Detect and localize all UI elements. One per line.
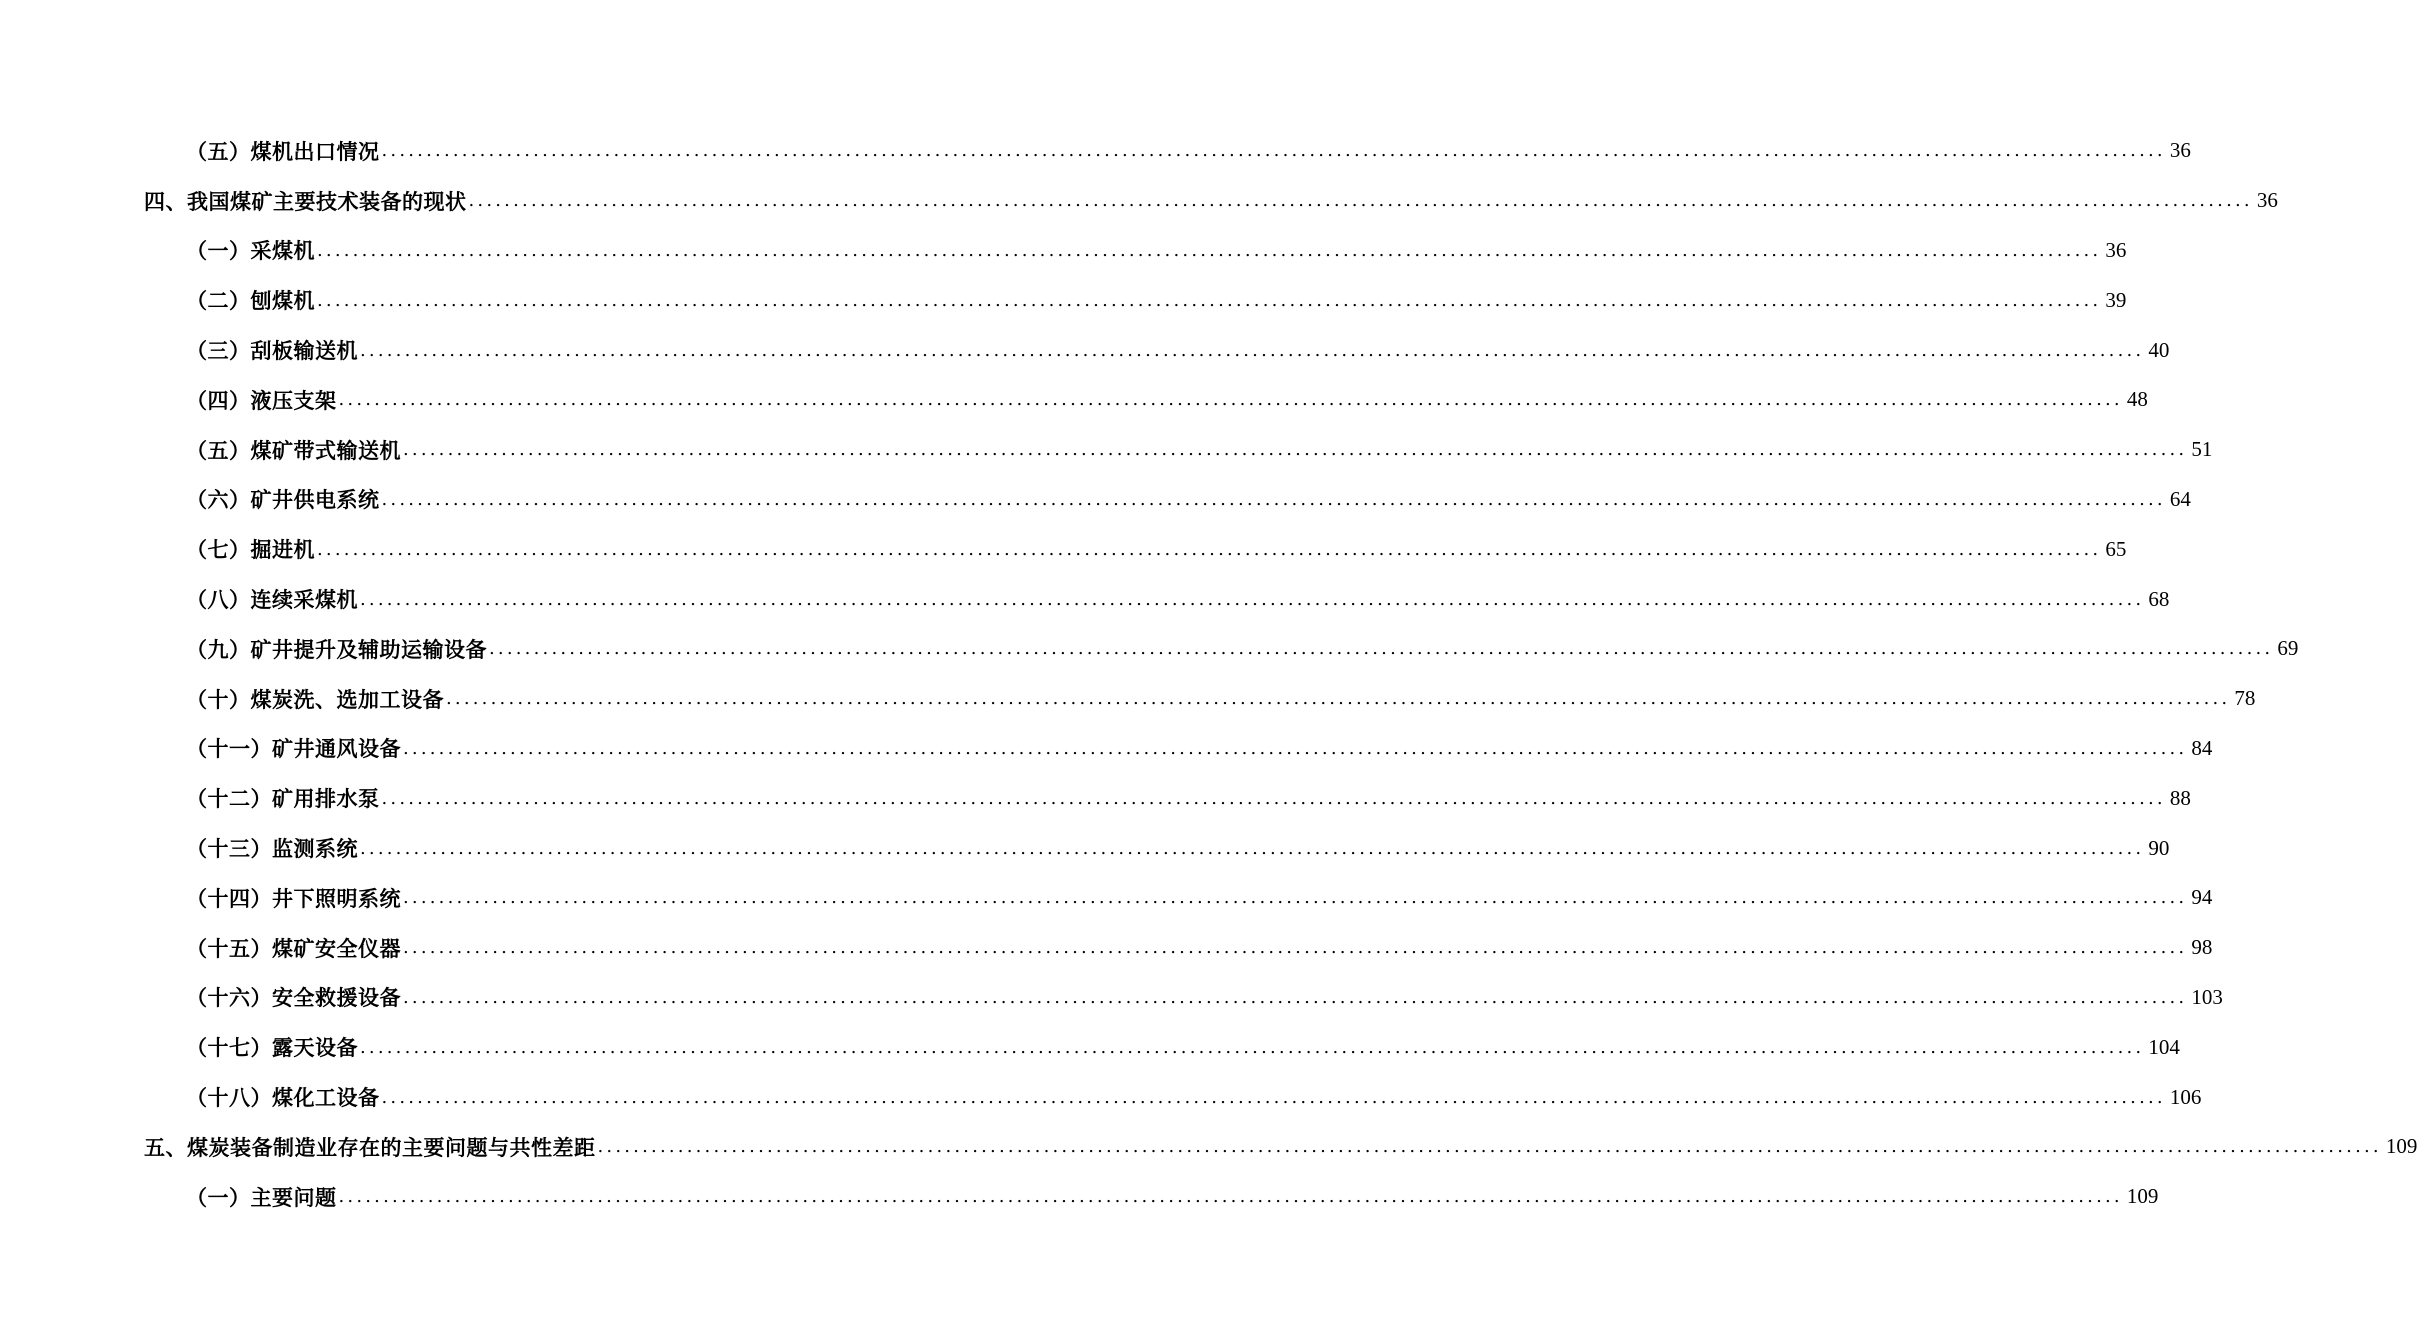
toc-dot-leader: ........................................................................................................................................................................................................ <box>317 538 2102 560</box>
toc-entry-title: 五、煤炭装备制造业存在的主要问题与共性差距 <box>144 1134 596 1160</box>
toc-dot-leader: ........................................................................................................................................................................................................ <box>403 737 2188 759</box>
toc-entry[interactable] <box>0 1022 2180 1072</box>
toc-entry[interactable] <box>0 275 2127 325</box>
toc-dot-leader: ........................................................................................................................................................................................................ <box>317 239 2102 261</box>
toc-entry[interactable] <box>0 1122 2417 1172</box>
toc-entry[interactable] <box>0 624 2299 674</box>
toc-dot-leader: ........................................................................................................................................................................................................ <box>360 1036 2145 1058</box>
toc-entry[interactable] <box>0 375 2148 425</box>
toc-entry-title: （一）采煤机 <box>186 238 315 264</box>
toc-dot-leader: ........................................................................................................................................................................................................ <box>338 1186 2123 1208</box>
toc-dot-leader: ........................................................................................................................................................................................................ <box>381 140 2166 162</box>
toc-page-number: 36 <box>2105 237 2127 262</box>
toc-entry-title: （六）矿井供电系统 <box>186 487 380 513</box>
toc-page-number: 104 <box>2148 1034 2180 1059</box>
toc-dot-leader: ........................................................................................................................................................................................................ <box>381 488 2166 510</box>
toc-entry-title: （五）煤矿带式输送机 <box>186 437 401 463</box>
toc-page-number: 36 <box>2256 188 2278 213</box>
toc-entry-title: （十五）煤矿安全仪器 <box>186 935 401 961</box>
toc-entry[interactable] <box>0 1072 2202 1122</box>
toc-page-number: 84 <box>2191 735 2213 760</box>
toc-page-number: 64 <box>2169 486 2191 511</box>
toc-page-number: 88 <box>2169 785 2191 810</box>
toc-entry-title: （十三）监测系统 <box>186 836 358 862</box>
toc-entry-title: （九）矿井提升及辅助运输设备 <box>186 636 487 662</box>
toc-page-number: 106 <box>2169 1084 2202 1109</box>
toc-page-number: 109 <box>2126 1184 2159 1209</box>
toc-dot-leader: ........................................................................................................................................................................................................ <box>489 638 2274 660</box>
toc-page-number: 78 <box>2234 686 2256 711</box>
toc-entry-title: （十八）煤化工设备 <box>186 1085 380 1111</box>
toc-entry[interactable] <box>0 126 2191 176</box>
toc-entry-title: （五）煤机出口情况 <box>186 138 380 164</box>
toc-page-number: 94 <box>2191 885 2213 910</box>
toc-entry-title: （一）主要问题 <box>186 1184 337 1210</box>
toc-entry[interactable] <box>0 923 2213 973</box>
toc-entry[interactable] <box>0 973 2223 1023</box>
toc-entry[interactable] <box>0 226 2127 276</box>
toc-entry-title: 四、我国煤矿主要技术装备的现状 <box>144 188 467 214</box>
toc-entry[interactable] <box>0 425 2213 475</box>
toc-page-number: 98 <box>2191 935 2213 960</box>
toc-dot-leader: ........................................................................................................................................................................................................ <box>317 289 2102 311</box>
toc-page-number: 48 <box>2126 387 2148 412</box>
toc-page-number: 39 <box>2105 287 2127 312</box>
toc-page-number: 51 <box>2191 437 2213 462</box>
toc-entry-title: （十六）安全救援设备 <box>186 985 401 1011</box>
toc-entry[interactable] <box>0 674 2256 724</box>
toc-page-number: 109 <box>2385 1134 2417 1159</box>
toc-entry-title: （十一）矿井通风设备 <box>186 736 401 762</box>
toc-page-number: 69 <box>2277 636 2299 661</box>
toc-entry[interactable] <box>0 176 2278 226</box>
toc-dot-leader: ........................................................................................................................................................................................................ <box>403 887 2188 909</box>
toc-entry[interactable] <box>0 524 2127 574</box>
table-of-contents <box>0 126 2417 1222</box>
toc-entry-title: （十）煤炭洗、选加工设备 <box>186 686 444 712</box>
toc-entry-title: （三）刮板输送机 <box>186 338 358 364</box>
toc-dot-leader: ........................................................................................................................................................................................................ <box>381 1086 2166 1108</box>
toc-dot-leader: ........................................................................................................................................................................................................ <box>338 389 2123 411</box>
toc-page-number: 65 <box>2105 536 2127 561</box>
toc-entry-title: （二）刨煤机 <box>186 288 315 314</box>
toc-dot-leader: ........................................................................................................................................................................................................ <box>597 1136 2382 1158</box>
toc-entry[interactable] <box>0 823 2170 873</box>
toc-dot-leader: ........................................................................................................................................................................................................ <box>360 588 2145 610</box>
toc-dot-leader: ........................................................................................................................................................................................................ <box>360 837 2145 859</box>
toc-entry[interactable] <box>0 1172 2159 1222</box>
toc-dot-leader: ........................................................................................................................................................................................................ <box>468 190 2253 212</box>
toc-dot-leader: ........................................................................................................................................................................................................ <box>403 439 2188 461</box>
toc-entry-title: （十七）露天设备 <box>186 1035 358 1061</box>
toc-dot-leader: ........................................................................................................................................................................................................ <box>446 688 2231 710</box>
toc-entry-title: （十四）井下照明系统 <box>186 885 401 911</box>
toc-page-number: 40 <box>2148 337 2170 362</box>
toc-page-number: 36 <box>2169 138 2191 163</box>
toc-entry-title: （七）掘进机 <box>186 537 315 563</box>
toc-entry[interactable] <box>0 325 2170 375</box>
toc-entry-title: （四）液压支架 <box>186 387 337 413</box>
toc-entry-title: （八）连续采煤机 <box>186 587 358 613</box>
toc-entry[interactable] <box>0 724 2213 774</box>
toc-entry[interactable] <box>0 873 2213 923</box>
toc-page-number: 90 <box>2148 835 2170 860</box>
toc-entry[interactable] <box>0 574 2170 624</box>
toc-dot-leader: ........................................................................................................................................................................................................ <box>403 986 2188 1008</box>
toc-dot-leader: ........................................................................................................................................................................................................ <box>360 339 2145 361</box>
toc-dot-leader: ........................................................................................................................................................................................................ <box>403 937 2188 959</box>
toc-entry[interactable] <box>0 475 2191 525</box>
toc-entry-title: （十二）矿用排水泵 <box>186 786 380 812</box>
toc-page-number: 103 <box>2191 984 2223 1009</box>
toc-entry[interactable] <box>0 773 2191 823</box>
toc-dot-leader: ........................................................................................................................................................................................................ <box>381 787 2166 809</box>
toc-page-number: 68 <box>2148 586 2170 611</box>
